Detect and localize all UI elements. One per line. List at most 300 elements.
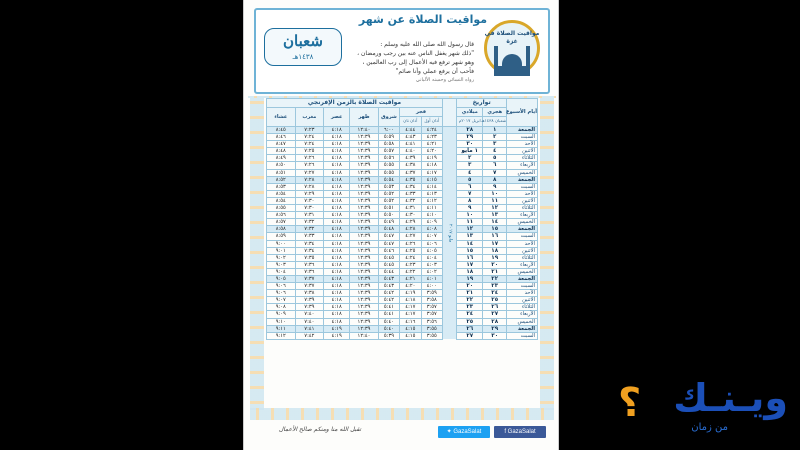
hadith-intro: قال رسول الله صلى الله عليه وسلم :: [380, 41, 474, 48]
isha-cell: ٨:٥٤: [267, 197, 296, 204]
day-cell: الاثنين: [507, 297, 538, 304]
col-fajr: فجر: [400, 108, 443, 117]
maghrib-cell: ٧:٢٦: [295, 155, 324, 162]
facebook-badge[interactable]: [494, 426, 546, 438]
fajr-second-cell: ٤:٢١: [400, 275, 421, 282]
table-row: [267, 325, 538, 332]
asr-cell: ٤:١٩: [324, 325, 350, 332]
shuruq-cell: ٥:٤٠: [378, 325, 399, 332]
miladi-cell: ٢٨: [457, 127, 483, 134]
hijri-cell: ١٤: [483, 219, 507, 226]
asr-cell: ٤:١٨: [324, 261, 350, 268]
asr-cell: ٤:١٨: [324, 268, 350, 275]
hijri-cell: ١٥: [483, 226, 507, 233]
ornament-bottom: [250, 408, 554, 420]
hijri-cell: ٩: [483, 183, 507, 190]
table-row: [267, 261, 538, 268]
hijri-cell: ٢٣: [483, 283, 507, 290]
dhuhr-cell: ١٢:٤٠: [350, 127, 379, 134]
day-cell: الجمعة: [507, 127, 538, 134]
fajr-first-cell: ٣:٥٩: [421, 290, 442, 297]
dhuhr-cell: ١٢:٣٩: [350, 268, 379, 275]
dhuhr-cell: ١٢:٣٩: [350, 176, 379, 183]
fajr-first-cell: ٤:٠٨: [421, 226, 442, 233]
miladi-cell: ٩: [457, 205, 483, 212]
fajr-second-cell: ٤:٢٢: [400, 268, 421, 275]
fajr-first-cell: ٤:٠٤: [421, 254, 442, 261]
fajr-second-cell: ٤:٤٣: [400, 134, 421, 141]
fajr-second-cell: ٤:٣٤: [400, 183, 421, 190]
fajr-first-cell: ٤:٠٥: [421, 247, 442, 254]
dhuhr-cell: ١٢:٣٩: [350, 318, 379, 325]
hijri-cell: ١: [483, 127, 507, 134]
asr-cell: ٤:١٨: [324, 162, 350, 169]
isha-cell: ٩:٠١: [267, 247, 296, 254]
fajr-second-cell: ٤:٤٤: [400, 127, 421, 134]
miladi-cell: ٢: [457, 155, 483, 162]
table-row: [267, 134, 538, 141]
col-fajr-second: أذان ثان: [400, 117, 421, 127]
col-fajr-first: أذان أول: [421, 117, 442, 127]
miladi-cell: ٢٧: [457, 332, 483, 339]
maghrib-cell: ٧:٢٦: [295, 162, 324, 169]
dhuhr-cell: ١٢:٣٩: [350, 141, 379, 148]
isha-cell: ٨:٤٨: [267, 148, 296, 155]
day-cell: السبت: [507, 134, 538, 141]
hijri-cell: ٢: [483, 134, 507, 141]
dhuhr-cell: ١٢:٣٩: [350, 275, 379, 282]
isha-cell: ٨:٥٢: [267, 176, 296, 183]
shuruq-cell: ٥:٥١: [378, 205, 399, 212]
fajr-first-cell: ٤:١٩: [421, 155, 442, 162]
day-cell: الجمعة: [507, 325, 538, 332]
asr-cell: ٤:١٨: [324, 233, 350, 240]
miladi-cell: ٢١: [457, 290, 483, 297]
isha-cell: ٩:٠٣: [267, 261, 296, 268]
asr-cell: ٤:١٨: [324, 134, 350, 141]
miladi-cell: ٢٠: [457, 283, 483, 290]
shuruq-cell: ٥:٥٩: [378, 134, 399, 141]
asr-cell: ٤:١٨: [324, 190, 350, 197]
prayer-table: [266, 98, 538, 340]
miladi-cell: ١ مايو: [457, 148, 483, 155]
asr-cell: ٤:١٨: [324, 155, 350, 162]
table-row: [267, 283, 538, 290]
dhuhr-cell: ١٢:٤٠: [350, 332, 379, 339]
shuruq-cell: ٥:٤٢: [378, 297, 399, 304]
maghrib-cell: ٧:٣٣: [295, 233, 324, 240]
isha-cell: ٩:٠٠: [267, 240, 296, 247]
shuruq-cell: ٥:٥٥: [378, 162, 399, 169]
col-hijri-sub: شعبان ١٤٣٨هـ: [483, 117, 507, 127]
shuruq-cell: ٥:٤٣: [378, 283, 399, 290]
dhuhr-cell: ١٢:٣٩: [350, 197, 379, 204]
day-cell: الجمعة: [507, 226, 538, 233]
logo: [480, 16, 544, 88]
watermark: [618, 376, 798, 442]
group-prayer: مواقيت الصلاة بالزمن الإفرنجي: [267, 99, 443, 108]
fajr-second-cell: ٤:٤٠: [400, 148, 421, 155]
dhuhr-cell: ١٢:٣٩: [350, 233, 379, 240]
fajr-second-cell: ٤:٣٥: [400, 176, 421, 183]
day-cell: الخميس: [507, 318, 538, 325]
isha-cell: ٩:٠٧: [267, 297, 296, 304]
fajr-first-cell: ٤:٠٩: [421, 219, 442, 226]
fajr-first-cell: ٤:٠٣: [421, 261, 442, 268]
table-row: [267, 212, 538, 219]
shuruq-cell: ٥:٤٥: [378, 261, 399, 268]
isha-cell: ٨:٤٥: [267, 127, 296, 134]
maghrib-cell: ٧:٢٨: [295, 183, 324, 190]
asr-cell: ٤:١٨: [324, 205, 350, 212]
table-row: [267, 268, 538, 275]
maghrib-cell: ٧:٣٧: [295, 283, 324, 290]
dhuhr-cell: ١٢:٣٩: [350, 219, 379, 226]
maghrib-cell: ٧:٣٩: [295, 304, 324, 311]
isha-cell: ٨:٥٣: [267, 183, 296, 190]
mosque-icon: [494, 66, 530, 76]
day-cell: الخميس: [507, 169, 538, 176]
fajr-second-cell: ٤:٢٣: [400, 261, 421, 268]
asr-cell: ٤:١٨: [324, 283, 350, 290]
table-row: [267, 275, 538, 282]
maghrib-cell: ٧:٢٤: [295, 134, 324, 141]
isha-cell: ٩:٠٦: [267, 290, 296, 297]
shuruq-cell: ٥:٥٠: [378, 212, 399, 219]
day-cell: الجمعة: [507, 275, 538, 282]
maghrib-cell: ٧:٣٤: [295, 247, 324, 254]
fajr-second-cell: ٤:٢٠: [400, 283, 421, 290]
hijri-cell: ٨: [483, 176, 507, 183]
fajr-second-cell: ٤:٤١: [400, 141, 421, 148]
hijri-cell: ٣: [483, 141, 507, 148]
twitter-icon: ✦: [446, 429, 454, 435]
col-isha: عشاء: [267, 108, 296, 127]
shuruq-cell: ٥:٤٦: [378, 247, 399, 254]
watermark-name: ويـنـك: [673, 376, 788, 420]
isha-cell: ٩:١٠: [267, 318, 296, 325]
day-cell: الخميس: [507, 268, 538, 275]
facebook-handle: GazaSalat: [507, 429, 536, 435]
hadith-line: "ذلك شهر يغفل الناس عنه بين رجب ورمضان ،: [357, 50, 474, 57]
month-side-label: مايو ٢٠١٧: [442, 127, 456, 340]
day-cell: السبت: [507, 183, 538, 190]
fajr-second-cell: ٤:١٨: [400, 297, 421, 304]
maghrib-cell: ٧:٢٨: [295, 176, 324, 183]
miladi-cell: ١٧: [457, 261, 483, 268]
hijri-cell: ٥: [483, 155, 507, 162]
fajr-second-cell: ٤:٢٤: [400, 254, 421, 261]
twitter-handle: GazaSalat: [453, 429, 482, 435]
hijri-cell: ٢٧: [483, 311, 507, 318]
shuruq-cell: ٥:٥٦: [378, 155, 399, 162]
dhuhr-cell: ١٢:٣٩: [350, 190, 379, 197]
fajr-second-cell: ٤:٢٥: [400, 247, 421, 254]
dhuhr-cell: ١٢:٣٩: [350, 311, 379, 318]
maghrib-cell: ٧:٣١: [295, 212, 324, 219]
dhuhr-cell: ١٢:٣٩: [350, 212, 379, 219]
col-miladi-sub: ابريل ٢٠١٧م: [457, 117, 483, 127]
question-mark-icon: ؟: [618, 380, 642, 426]
hijri-cell: ١٠: [483, 190, 507, 197]
maghrib-cell: ٧:٤٢: [295, 332, 324, 339]
day-cell: الأربعاء: [507, 162, 538, 169]
asr-cell: ٤:١٨: [324, 240, 350, 247]
page-title: مواقيت الصلاة عن شهر: [358, 13, 488, 26]
day-cell: السبت: [507, 332, 538, 339]
dhuhr-cell: ١٢:٣٩: [350, 169, 379, 176]
table-row: [267, 240, 538, 247]
fajr-first-cell: ٤:١٠: [421, 212, 442, 219]
table-row: [267, 311, 538, 318]
fajr-second-cell: ٤:١٩: [400, 290, 421, 297]
maghrib-cell: ٧:٢٤: [295, 141, 324, 148]
isha-cell: ٩:٠٦: [267, 283, 296, 290]
day-cell: الأحد: [507, 141, 538, 148]
maghrib-cell: ٧:٣٠: [295, 205, 324, 212]
isha-cell: ٨:٥٠: [267, 162, 296, 169]
shuruq-cell: ٥:٥٢: [378, 190, 399, 197]
isha-cell: ٨:٤٩: [267, 155, 296, 162]
fajr-second-cell: ٤:٣٩: [400, 155, 421, 162]
dhuhr-cell: ١٢:٣٩: [350, 290, 379, 297]
ornament-right: [540, 98, 554, 410]
ornament-left: [250, 98, 264, 410]
table-row: [267, 148, 538, 155]
table-row: [267, 290, 538, 297]
footer: [254, 424, 550, 444]
dhuhr-cell: ١٢:٣٩: [350, 325, 379, 332]
table-row: [267, 304, 538, 311]
shuruq-cell: ٥:٤١: [378, 304, 399, 311]
hijri-cell: ٦: [483, 162, 507, 169]
table-row: [267, 233, 538, 240]
col-shuruq: شروق: [378, 108, 399, 127]
day-cell: الثلاثاء: [507, 155, 538, 162]
shuruq-cell: ٥:٤٩: [378, 219, 399, 226]
hijri-cell: ٣٠: [483, 332, 507, 339]
miladi-cell: ٢٥: [457, 318, 483, 325]
day-cell: الاثنين: [507, 148, 538, 155]
gap-header: [442, 99, 456, 127]
prayer-table-body: [267, 127, 538, 340]
hijri-cell: ١٨: [483, 247, 507, 254]
day-cell: الأربعاء: [507, 212, 538, 219]
watermark-sub: من زمان: [691, 422, 728, 433]
maghrib-cell: ٧:٢٣: [295, 127, 324, 134]
fajr-first-cell: ٣:٥٨: [421, 297, 442, 304]
miladi-cell: ١٩: [457, 275, 483, 282]
miladi-cell: ٣٠: [457, 141, 483, 148]
month-name: شعبان: [283, 32, 323, 50]
asr-cell: ٤:١٨: [324, 275, 350, 282]
maghrib-cell: ٧:٣٦: [295, 261, 324, 268]
shuruq-cell: ٥:٤١: [378, 311, 399, 318]
day-cell: الخميس: [507, 219, 538, 226]
maghrib-cell: ٧:٣٥: [295, 254, 324, 261]
day-cell: الأربعاء: [507, 311, 538, 318]
table-row: [267, 254, 538, 261]
hijri-cell: ١٣: [483, 212, 507, 219]
miladi-cell: ٢٢: [457, 297, 483, 304]
fajr-second-cell: ٤:١٦: [400, 318, 421, 325]
miladi-cell: ٦: [457, 183, 483, 190]
shuruq-cell: ٥:٤٧: [378, 240, 399, 247]
shuruq-cell: ٥:٤٥: [378, 254, 399, 261]
fajr-second-cell: ٤:١٧: [400, 311, 421, 318]
dhuhr-cell: ١٢:٣٩: [350, 155, 379, 162]
hijri-cell: ٢٢: [483, 275, 507, 282]
isha-cell: ٨:٥٧: [267, 219, 296, 226]
shuruq-cell: ٥:٥٤: [378, 176, 399, 183]
isha-cell: ٨:٥٦: [267, 212, 296, 219]
miladi-cell: ٧: [457, 190, 483, 197]
dhuhr-cell: ١٢:٣٩: [350, 148, 379, 155]
shuruq-cell: ٥:٤٣: [378, 275, 399, 282]
hadith-line: وهو شهر ترفع فيه الأعمال إلى رب العالمين ،: [362, 59, 474, 66]
hijri-cell: ٢١: [483, 268, 507, 275]
dhuhr-cell: ١٢:٣٩: [350, 297, 379, 304]
table-row: [267, 162, 538, 169]
table-row: [267, 197, 538, 204]
asr-cell: ٤:١٨: [324, 148, 350, 155]
maghrib-cell: ٧:٣٢: [295, 219, 324, 226]
isha-cell: ٨:٤٦: [267, 134, 296, 141]
fajr-second-cell: ٤:١٥: [400, 325, 421, 332]
table-row: [267, 219, 538, 226]
isha-cell: ٩:٠٩: [267, 311, 296, 318]
dhuhr-cell: ١٢:٣٩: [350, 247, 379, 254]
fajr-second-cell: ٤:١٧: [400, 304, 421, 311]
asr-cell: ٤:١٨: [324, 183, 350, 190]
fajr-second-cell: ٤:٣٧: [400, 169, 421, 176]
miladi-cell: ٥: [457, 176, 483, 183]
fajr-first-cell: ٤:٠٠: [421, 283, 442, 290]
maghrib-cell: ٧:٣٠: [295, 197, 324, 204]
table-row: [267, 176, 538, 183]
hijri-cell: ٧: [483, 169, 507, 176]
fajr-first-cell: ٣:٥٧: [421, 311, 442, 318]
maghrib-cell: ٧:٣٨: [295, 290, 324, 297]
hijri-cell: ٤: [483, 148, 507, 155]
maghrib-cell: ٧:٤٠: [295, 318, 324, 325]
hijri-cell: ١٩: [483, 254, 507, 261]
asr-cell: ٤:١٨: [324, 176, 350, 183]
hadith-text: [276, 40, 474, 85]
table-row: [267, 247, 538, 254]
fajr-second-cell: ٤:٣١: [400, 205, 421, 212]
isha-cell: ٨:٥٩: [267, 233, 296, 240]
fajr-first-cell: ٤:١٥: [421, 176, 442, 183]
shuruq-cell: ٦:٠٠: [378, 127, 399, 134]
maghrib-cell: ٧:٣٧: [295, 275, 324, 282]
miladi-cell: ٢٣: [457, 304, 483, 311]
fajr-first-cell: ٤:٠٢: [421, 268, 442, 275]
asr-cell: ٤:١٨: [324, 141, 350, 148]
isha-cell: ٨:٥٨: [267, 226, 296, 233]
hijri-cell: ٢٦: [483, 304, 507, 311]
fajr-first-cell: ٣:٥٥: [421, 332, 442, 339]
fajr-second-cell: ٤:١٥: [400, 332, 421, 339]
table-row: [267, 318, 538, 325]
fajr-second-cell: ٤:٢٨: [400, 226, 421, 233]
fajr-first-cell: ٣:٥٧: [421, 304, 442, 311]
miladi-cell: ١١: [457, 219, 483, 226]
asr-cell: ٤:١٨: [324, 311, 350, 318]
fajr-first-cell: ٣:٥٥: [421, 325, 442, 332]
day-cell: الاثنين: [507, 197, 538, 204]
facebook-icon: f: [504, 429, 508, 435]
shuruq-cell: ٥:٥٣: [378, 183, 399, 190]
fajr-second-cell: ٤:٣٣: [400, 190, 421, 197]
asr-cell: ٤:١٨: [324, 226, 350, 233]
fajr-second-cell: ٤:٢٧: [400, 233, 421, 240]
maghrib-cell: ٧:٤١: [295, 325, 324, 332]
asr-cell: ٤:١٨: [324, 169, 350, 176]
miladi-cell: ١٦: [457, 254, 483, 261]
footer-quote: تقبل الله منا ومنكم صالح الأعمال: [278, 426, 362, 433]
shuruq-cell: ٥:٣٩: [378, 332, 399, 339]
twitter-badge[interactable]: [438, 426, 490, 438]
asr-cell: ٤:١٨: [324, 127, 350, 134]
asr-cell: ٤:١٨: [324, 254, 350, 261]
asr-cell: ٤:١٨: [324, 290, 350, 297]
col-hijri: هجري: [483, 108, 507, 117]
fajr-first-cell: ٤:١٤: [421, 183, 442, 190]
shuruq-cell: ٥:٥٥: [378, 169, 399, 176]
hijri-cell: ١٦: [483, 233, 507, 240]
isha-cell: ٩:٠٤: [267, 268, 296, 275]
col-dhuhr: ظهر: [350, 108, 379, 127]
day-cell: الاثنين: [507, 247, 538, 254]
shuruq-cell: ٥:٤٧: [378, 233, 399, 240]
logo-text: مواقيت الصلاة في غزة: [484, 30, 540, 45]
fajr-first-cell: ٤:١٨: [421, 162, 442, 169]
maghrib-cell: ٧:٢٥: [295, 148, 324, 155]
day-cell: الثلاثاء: [507, 304, 538, 311]
asr-cell: ٤:١٨: [324, 212, 350, 219]
dhuhr-cell: ١٢:٣٩: [350, 205, 379, 212]
day-cell: الجمعة: [507, 176, 538, 183]
maghrib-cell: ٧:٢٧: [295, 169, 324, 176]
isha-cell: ٩:٠٥: [267, 275, 296, 282]
hijri-cell: ١٢: [483, 205, 507, 212]
table-row: [267, 141, 538, 148]
table-row: [267, 127, 538, 134]
maghrib-cell: ٧:٣٤: [295, 240, 324, 247]
hijri-cell: ٢٥: [483, 297, 507, 304]
isha-cell: ٩:٠٨: [267, 304, 296, 311]
shuruq-cell: ٥:٤٢: [378, 290, 399, 297]
shuruq-cell: ٥:٤٠: [378, 318, 399, 325]
isha-cell: ٩:١١: [267, 325, 296, 332]
col-day: أيام الأسبوع: [507, 99, 538, 127]
dhuhr-cell: ١٢:٣٩: [350, 162, 379, 169]
col-maghrib: مغرب: [295, 108, 324, 127]
shuruq-cell: ٥:٥٧: [378, 148, 399, 155]
shuruq-cell: ٥:٥٨: [378, 141, 399, 148]
table-row: [267, 226, 538, 233]
miladi-cell: ١٣: [457, 233, 483, 240]
dhuhr-cell: ١٢:٣٩: [350, 261, 379, 268]
table-row: [267, 190, 538, 197]
miladi-cell: ٨: [457, 197, 483, 204]
dhuhr-cell: ١٢:٣٩: [350, 254, 379, 261]
prayer-times-sheet: [243, 0, 559, 450]
fajr-first-cell: ٤:١١: [421, 205, 442, 212]
asr-cell: ٤:١٨: [324, 318, 350, 325]
fajr-first-cell: ٤:٠٧: [421, 233, 442, 240]
